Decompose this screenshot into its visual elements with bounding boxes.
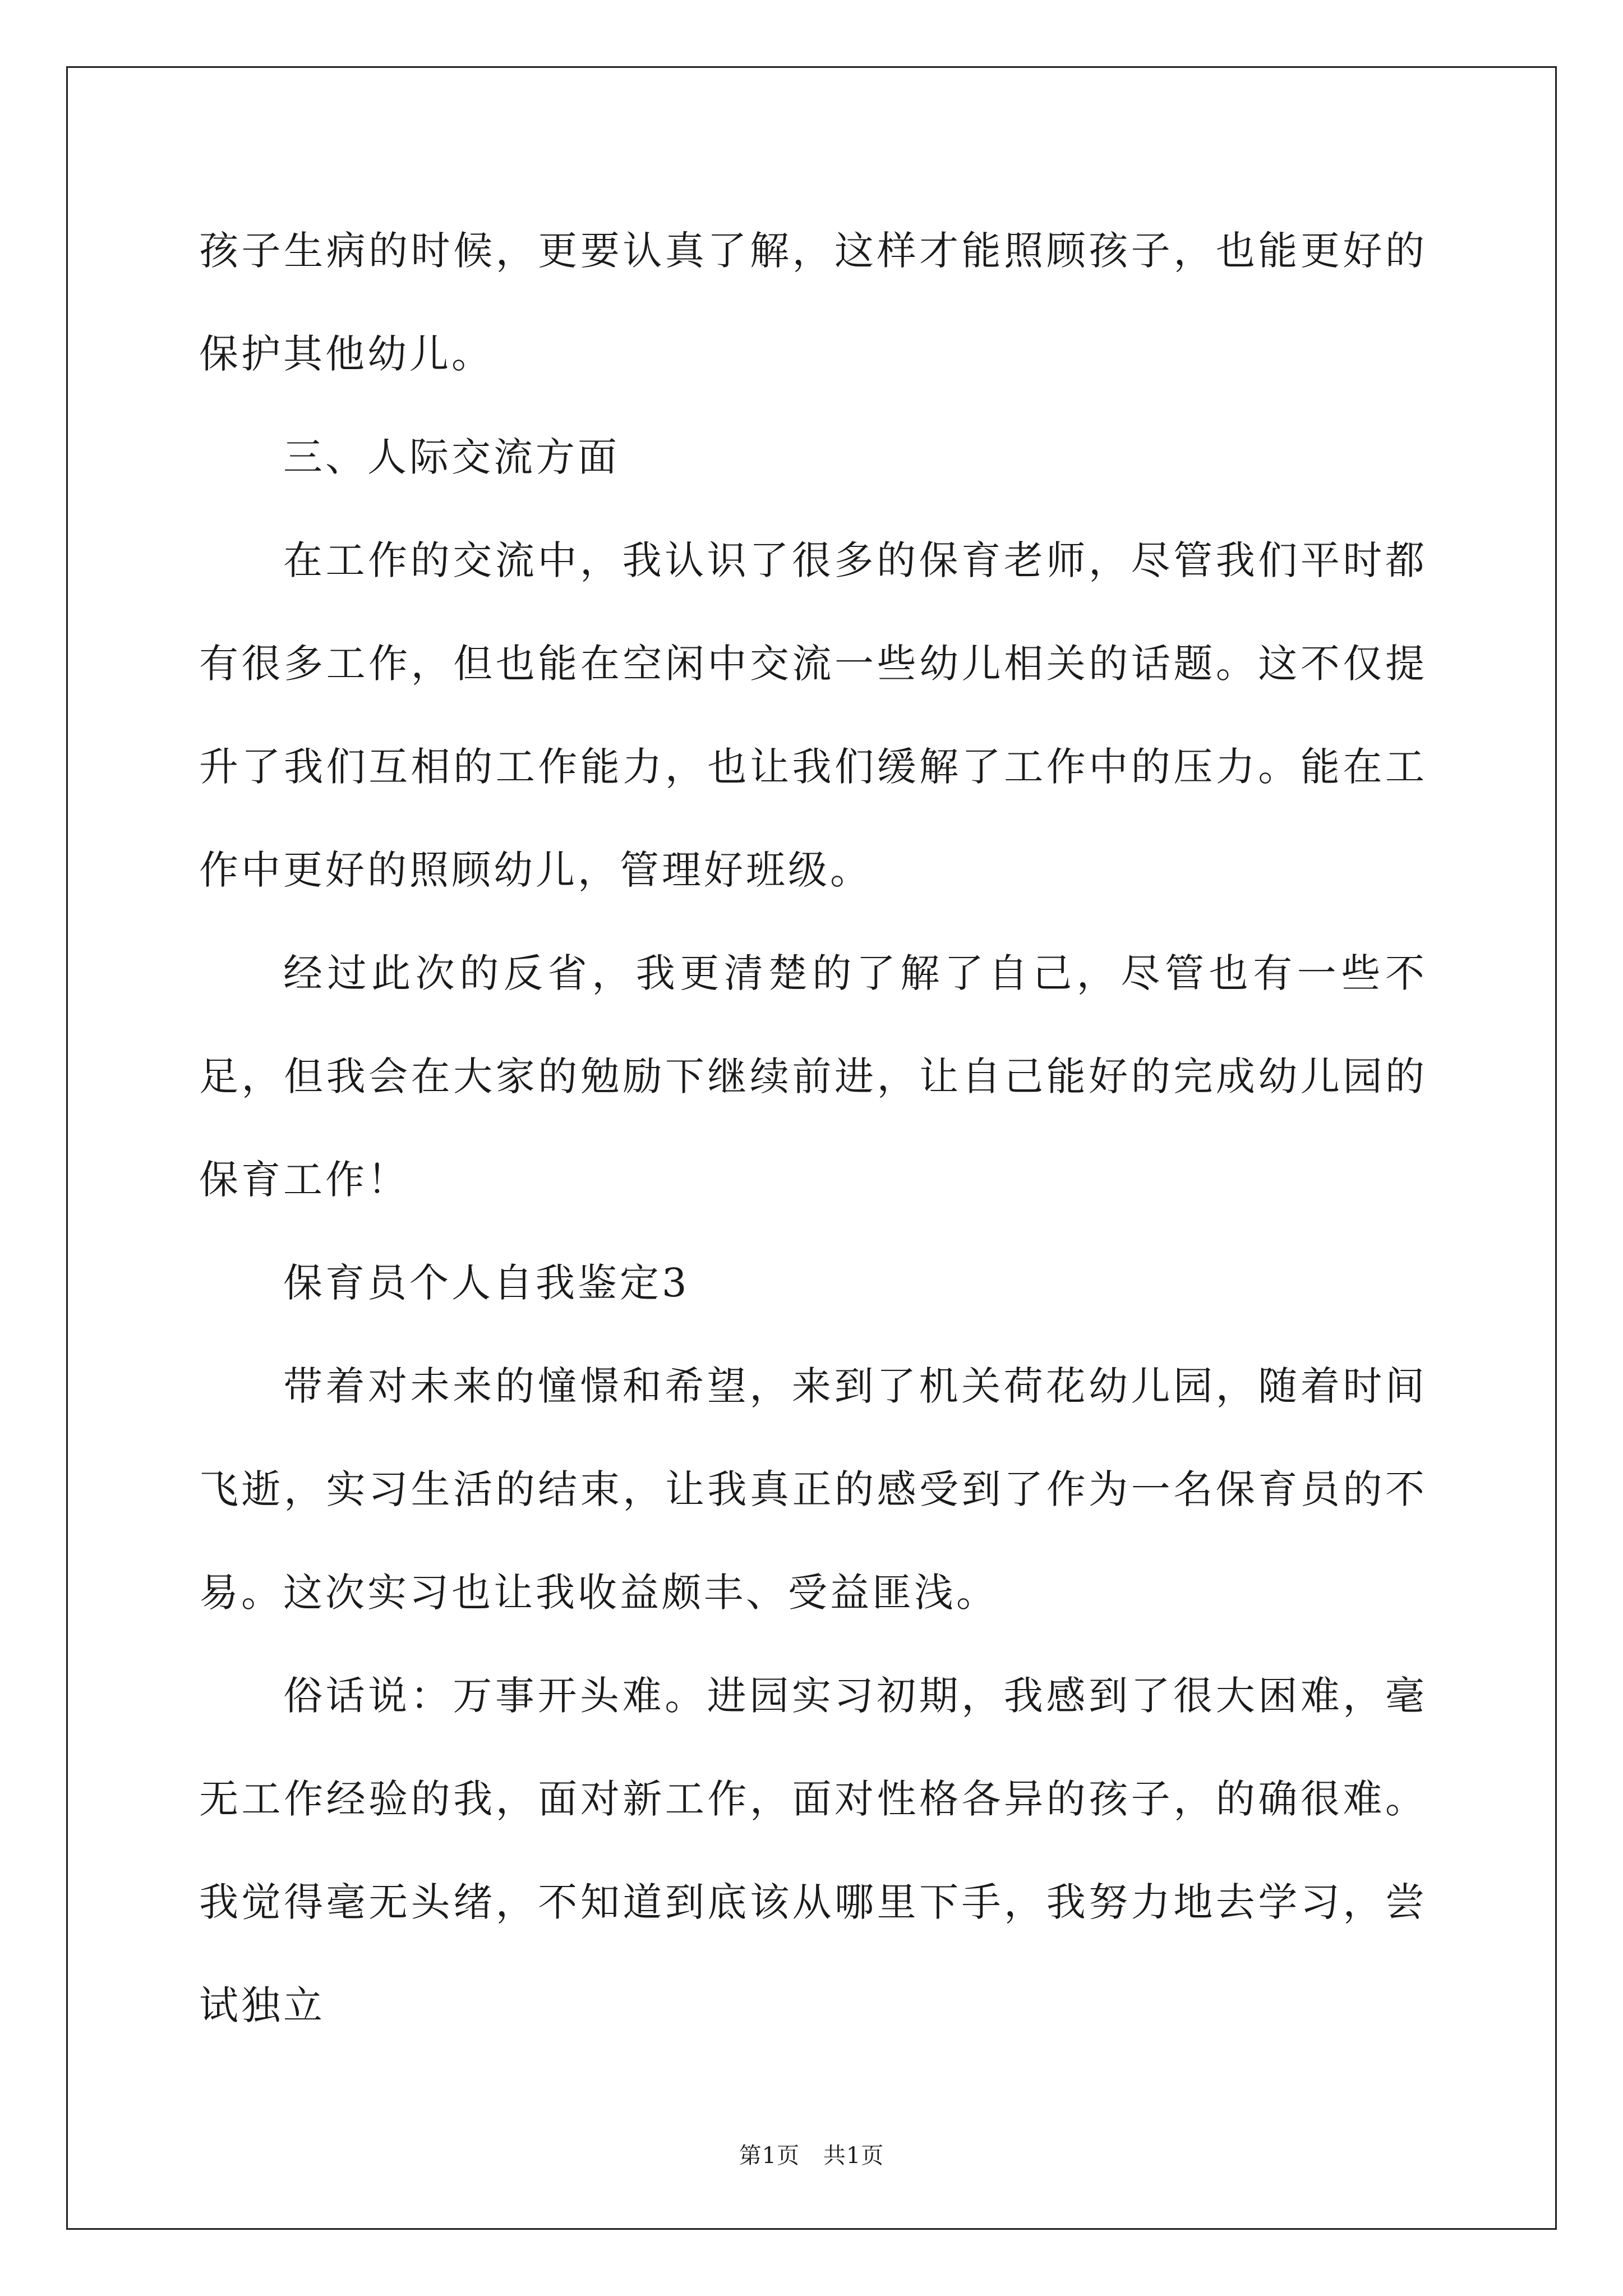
page-total: 共1页	[823, 2143, 884, 2169]
paragraph-continuation: 孩子生病的时候，更要认真了解，这样才能照顾孩子，也能更好的保护其他幼儿。	[199, 228, 1427, 377]
page-number: 第1页	[739, 2143, 800, 2169]
document-body	[199, 199, 1427, 2057]
paragraph-internship: 带着对未来的憧憬和希望，来到了机关荷花幼儿园，随着时间飞逝，实习生活的结束，让我真正的感受到了作为一名保育员的不易。这次实习也让我收益颇丰、受益匪浅。	[199, 1363, 1427, 1616]
article-title: 保育员个人自我鉴定3	[283, 1260, 690, 1306]
paragraph-beginning: 俗话说：万事开头难。进园实习初期，我感到了很大困难，毫无工作经验的我，面对新工作，面对性格各异的孩子，的确很难。我觉得毫无头绪，不知道到底该从哪里下手，我努力地去学习，尝试独立	[199, 1673, 1427, 2028]
paragraph-communication: 在工作的交流中，我认识了很多的保育老师，尽管我们平时都有很多工作，但也能在空闲中交流一些幼儿相关的话题。这不仅提升了我们互相的工作能力，也让我们缓解了工作中的压力。能在工作中更好的照顾幼儿，管理好班级。	[199, 537, 1427, 893]
section-heading: 三、人际交流方面	[283, 434, 620, 480]
page-footer	[0, 2140, 1623, 2171]
paragraph-reflection: 经过此次的反省，我更清楚的了解了自己，尽管也有一些不足，但我会在大家的勉励下继续前进，让自己能好的完成幼儿园的保育工作！	[199, 950, 1427, 1203]
